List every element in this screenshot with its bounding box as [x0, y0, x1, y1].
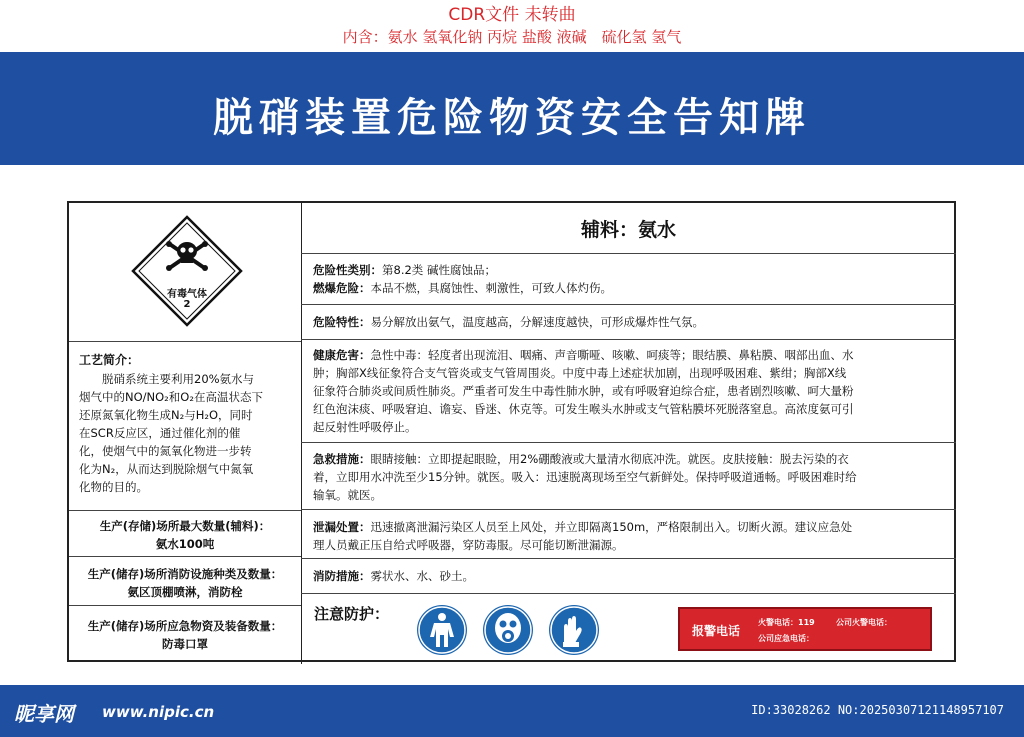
contains-note: 内含：氨水 氢氧化钠 丙烷 盐酸 液碱 硫化氢 氢气	[342, 28, 682, 46]
hazard-diamond	[131, 215, 243, 327]
fire-facility-cell	[69, 565, 301, 601]
divider	[301, 253, 956, 254]
material-title: 辅料：氨水	[580, 219, 676, 241]
text-line: 化物的目的。	[79, 480, 148, 494]
image-id: ID:33028262 NO:20250307121148957107	[751, 703, 1004, 717]
hazard-characteristic-label: 危险特性：	[313, 315, 371, 329]
text-line: 理人员戴正压自给式呼吸器，穿防毒服。尽可能切断泄漏源。	[313, 538, 624, 552]
toxic-gas-hazard-symbol	[131, 215, 243, 327]
hazard-class-number: 2	[183, 299, 191, 310]
hazard-label: 有毒气体	[167, 289, 207, 300]
leak-disposal-text	[313, 518, 948, 554]
text-line: 还原氮氧化物生成N₂与H₂O，同时	[79, 408, 253, 422]
explosion-label: 燃爆危险：	[313, 281, 371, 295]
row-text: 迅速撤离泄漏污染区人员至上风处，并立即隔离150m，严格限制出入。切断火源。建议应急处	[370, 520, 853, 534]
hazard-class-row	[313, 261, 948, 279]
text-line: 征象符合肺炎或间质性肺炎。严重者可发生中毒性肺水肿，或有呼吸窘迫综合症，患者剧烈咳嗽、呵大量粉	[313, 384, 854, 398]
page-title: 脱硝装置危险物资安全告知牌	[213, 95, 811, 141]
fire-measure-row	[313, 567, 948, 585]
text-line: 化，使烟气中的氮氧化物进一步转	[79, 444, 252, 458]
cdr-note: CDR文件 未转曲	[448, 5, 576, 25]
row-label: 健康危害：	[313, 348, 371, 362]
notice-board	[67, 201, 956, 662]
protective-suit-icon	[417, 605, 467, 655]
text-line: 脱硝系统主要利用20%氨水与	[79, 372, 255, 386]
text-line: 肿；胸部X线征象符合支气管炎或支气管周围炎。中度中毒上述症状加剧，出现呼吸困难、紫绀；胸部X线	[313, 366, 847, 380]
site-url[interactable]: www.nipic.cn	[102, 703, 215, 721]
divider	[301, 339, 956, 340]
explosion-row	[313, 279, 948, 297]
text-line: 化为N₂，从而达到脱除烟气中氮氧	[79, 462, 254, 476]
text-line: 红色泡沫痰、呼吸窘迫、谵妄、昏迷、休克等。可发生喉头水肿或支气管粘膜坏死脱落窒息。高浓度氨可引	[313, 402, 854, 416]
divider	[301, 558, 956, 559]
leak-disposal-row	[313, 518, 948, 554]
fire-measure-value: 雾状水、水、砂土。	[370, 569, 474, 583]
health-hazard-text	[313, 346, 948, 436]
row-label: 急救措施：	[313, 452, 371, 466]
fire-facility-value: 氨区顶棚喷淋，消防栓	[127, 585, 243, 599]
divider	[301, 442, 956, 443]
text-line	[313, 346, 948, 364]
first-aid-text	[313, 450, 948, 504]
protective-gloves-icon	[549, 605, 599, 655]
text-line: 在SCR反应区，通过催化剂的催	[79, 426, 241, 440]
explosion-value: 本品不燃，具腐蚀性、刺激性，可致人体灼伤。	[370, 281, 612, 295]
divider	[301, 593, 956, 594]
gas-mask-icon	[483, 605, 533, 655]
divider	[69, 341, 301, 342]
site-logo: 昵享网	[14, 702, 74, 726]
process-intro	[79, 351, 293, 496]
fire-measure-label: 消防措施：	[313, 569, 371, 583]
hazard-characteristic-value: 易分解放出氨气，温度越高，分解速度越快，可形成爆炸性气氛。	[370, 315, 704, 329]
max-quantity-label: 生产(存储)场所最大数量(辅料)：	[99, 519, 271, 533]
protection-title: 注意防护：	[314, 605, 390, 623]
process-text	[79, 370, 293, 496]
divider	[301, 509, 956, 510]
fire-facility-label: 生产(储存)场所消防设施种类及数量：	[87, 567, 283, 581]
emergency-supply-label: 生产(储存)场所应急物资及装备数量：	[87, 619, 283, 633]
hazard-class-value: 第8.2类 碱性腐蚀品；	[382, 263, 496, 277]
max-quantity-value: 氨水100吨	[155, 537, 215, 551]
divider	[69, 510, 301, 511]
column-divider	[301, 203, 302, 664]
divider	[69, 605, 301, 606]
text-line	[313, 518, 948, 536]
fire-phone: 火警电话：119	[758, 618, 815, 627]
row-text: 急性中毒：轻度者出现流泪、咽痛、声音嘶哑、咳嗽、呵痰等；眼结膜、鼻粘膜、咽部出血、水	[370, 348, 854, 362]
company-fire-phone: 公司火警电话：	[836, 618, 892, 627]
process-title: 工艺简介：	[79, 353, 140, 367]
emergency-supply-value: 防毒口罩	[162, 637, 208, 651]
divider	[301, 304, 956, 305]
hazard-characteristic-row	[313, 313, 948, 331]
row-label: 泄漏处置：	[313, 520, 371, 534]
divider	[69, 556, 301, 557]
text-line: 起反射性呼吸停止。	[313, 420, 417, 434]
company-emergency-phone: 公司应急电话：	[758, 634, 814, 643]
emergency-supply-cell	[69, 617, 301, 653]
row-text: 眼睛接触：立即提起眼睑，用2%硼酸液或大量清水彻底冲洗。就医。皮肤接触：脱去污染的衣	[370, 452, 849, 466]
first-aid-row	[313, 450, 948, 504]
health-hazard-row	[313, 346, 948, 436]
alarm-phone-box	[678, 607, 932, 651]
text-line: 烟气中的NO/NO₂和O₂在高温状态下	[79, 390, 263, 404]
text-line: 输氧。就医。	[313, 488, 382, 502]
alarm-title: 报警电话	[692, 624, 741, 638]
text-line	[313, 450, 948, 468]
hazard-class-label: 危险性类别：	[313, 263, 382, 277]
max-quantity-cell	[69, 517, 301, 553]
text-line: 着，立即用水冲洗至少15分钟。就医。吸入：迅速脱离现场至空气新鲜处。保持呼吸道通畅。呼吸困难时给	[313, 470, 857, 484]
